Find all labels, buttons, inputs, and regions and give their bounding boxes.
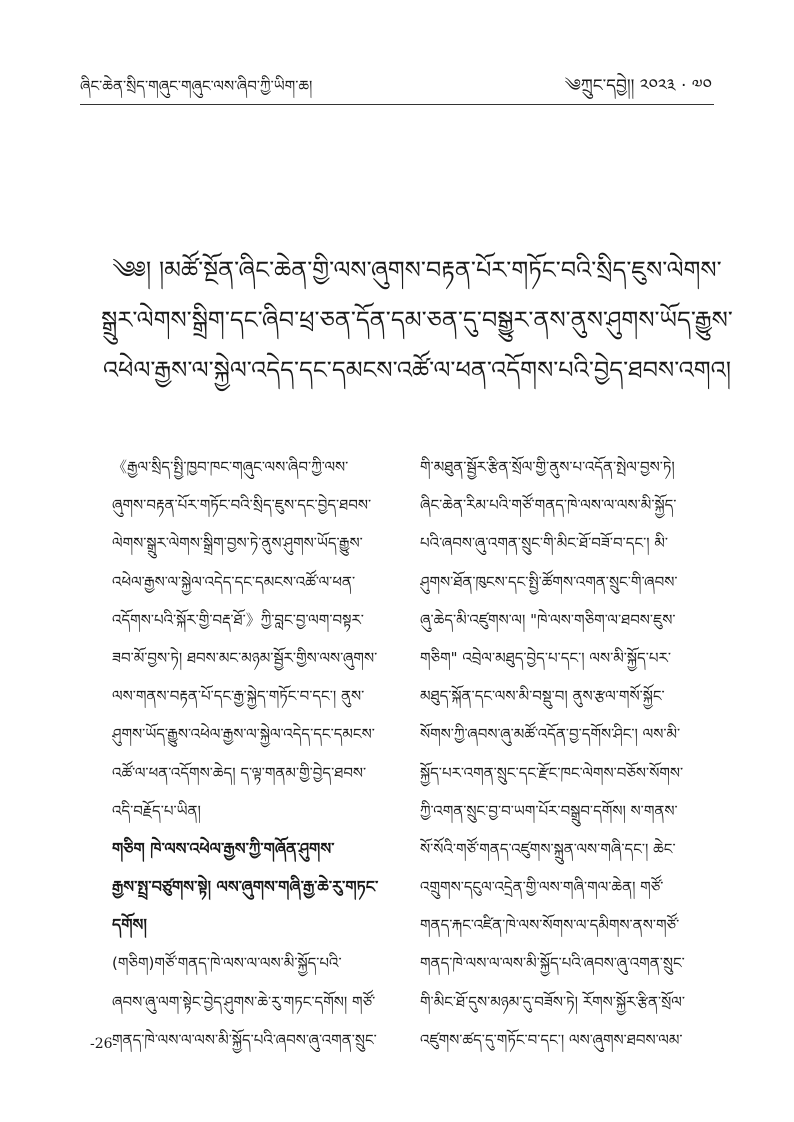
title-line: འཕེལ་རྒྱས་ལ་སྐྱེལ་འདེད་དང་དམངས་འཚོ་ལ་ཕན་འདོགས་པའི་བྱེད་ཐབས་འགའ། [102,356,732,384]
section-heading: དགོས། [112,915,147,935]
body-line: འཛུགས་ཚད་དུ་གཏོང་བ་དང་། ལས་ཞུགས་ཐབས་ལམ་ [420,1030,683,1049]
body-line: པའི་ཞབས་ཞུ་འགན་སྲུང་གི་མིང་ཐོ་བཟོ་བ་དང་། མི་ [420,534,669,553]
issue-number: ༄ཀྲུང་དབྱེ།། ༢༠༢༣ · ༧༠ [564,76,712,96]
body-line: ཞབས་ཞུ་ལག་སྟེང་བྱེད་ཤུགས་ཆེ་རུ་གཏང་དགོས། གཙོ་ [112,992,376,1011]
body-line: ཞིང་ཆེན་རིམ་པའི་གཙོ་གནད་ཁེ་ལས་ལ་ལས་མི་སྐྱོད་ [420,496,677,515]
title-line: སྒྲུར་ལེགས་སྒྲིག་དང་ཞིབ་ཕྲ་ཅན་དོན་དམ་ཅན་དུ་བསྒྱུར་ནས་ནུས་ཤུགས་ཡོད་རྒྱུས་ [101,306,733,334]
body-line: གནད་ཁེ་ལས་ལ་ལས་མི་སྐྱོད་པའི་ཞབས་ཞུ་འགན་སྲུང་ [420,954,685,973]
body-line: འཕེལ་རྒྱས་ལ་སྐྱེལ་འདེད་དང་དམངས་འཚོ་ལ་ཕན་ [112,572,356,591]
article-title [100,245,734,395]
section-heading: རྒྱས་སྤྲ་བཙུགས་སྟེ། ལས་ཞུགས་གཞི་རྒྱ་ཆེ་རུ་གཏང་ [112,877,379,897]
title-line: ༄༅། །མཚོ་སྔོན་ཞིང་ཆེན་གྱི་ལས་ཞུགས་བརྟན་པོར་གཏོང་བའི་སྲིད་ཇུས་ལེགས་ [112,256,722,284]
right-column [420,448,710,1059]
body-line: འགྲུགས་དངུལ་འདྲེན་གྱི་ལས་གཞི་གལ་ཆེན། གཙོ་ [420,878,664,897]
body-line: གནད་ཁེ་ལས་ལ་ལས་མི་སྐྱོད་པའི་ཞབས་ཞུ་འགན་སྲུང་ [112,1030,377,1049]
body-line: སོ་སོའི་གཙོ་གནད་འཛུགས་སྐྲུན་ལས་གཞི་དང་། ཆེང་ [420,839,676,858]
page-number: -26- [90,1036,118,1052]
journal-name: ཞིང་ཆེན་སྲིད་གཞུང་གཞུང་ལས་ཞིབ་ཀྱི་ཡིག་ཆ། [80,77,313,95]
body-line: སྐྱོད་པར་འགན་སྲུང་དང་རྫོང་ཁང་ལེགས་བཅོས་སོགས་ [420,763,684,782]
body-line: ཞུགས་བརྟན་པོར་གཏོང་བའི་སྲིད་ཇུས་དང་བྱེད་ཐབས་ [112,496,372,515]
body-line: ཞུ་ཆེད་མི་འཛུགས་ལ། "ཁེ་ལས་གཅིག་ལ་ཐབས་ཇུས་ [420,610,676,629]
body-line: འཚོ་ལ་ཕན་འདོགས་ཆེད། ད་ལྟ་གནམ་གྱི་བྱེད་ཐབས་ [112,763,367,782]
body-line: གཅིག" འབྲེལ་མཐུད་བྱེད་པ་དང་། ལས་མི་སྐྱོད་པར་ [420,648,671,667]
body-line: འདི་བརྗོད་པ་ཡིན། [112,801,201,820]
header-divider [80,104,714,105]
body-line: 《རྒྱལ་སྲིད་སྤྱི་ཁྱབ་ཁང་གཞུང་ལས་ཞིབ་ཀྱི་ལས་ [112,458,349,476]
body-line: ཤུགས་ཐོན་ཁུངས་དང་སྤྱི་ཚོགས་འགན་སྲུང་གི་ཞབས་ [420,572,678,591]
body-line: ལས་གནས་བརྟན་པོ་དང་རྒྱ་སྐྱེད་གཏོང་བ་དང་། ནུས་ [112,687,365,706]
body-line: གི་མཐུན་སྦྱོར་རྩིན་སྲོལ་གྱི་ནུས་པ་འདོན་སྤེལ་བྱས་ཏེ། [420,458,675,476]
left-column [112,448,402,1059]
body-line: ཀྱི་འགན་སྲུང་བྱ་བ་ཡག་པོར་བསྒྲུབ་དགོས། ས་གནས་ [420,801,678,820]
body-line: ལེགས་སྒྲུར་ལེགས་སྒྲིག་བྱས་ཏེ་ནུས་ཤུགས་ཡོད་རྒྱུས་ [112,534,363,553]
body-line: གི་མིང་ཐོ་དུས་མཉམ་དུ་བཟོས་ཏེ། རོགས་སྐྱོར་རྩིན་སྲོལ་ [420,992,686,1011]
body-line: འདོགས་པའི་སྐོར་གྱི་བརྡ་ཐོ་》ཀྱི་བླང་བྱ་ལག་བསྟར་ [112,610,364,629]
section-heading: གཅིག ཁེ་ལས་འཕེལ་རྒྱས་ཀྱི་གཞོན་ཤུགས་ [112,838,335,858]
body-line: ཤུགས་ཡོད་རྒྱུས་འཕེལ་རྒྱས་ལ་སྐྱེལ་འདེད་དང་དམངས་ [112,725,375,744]
body-line: མཐུད་སྐོན་དང་ལས་མི་བསྡུ་བ། ནུས་རྩལ་གསོ་སྐྱོང་ [420,687,665,706]
body-line: (གཅིག)གཙོ་གནད་ཁེ་ལས་ལ་ལས་མི་སྐྱོད་པའི་ [112,954,342,973]
body-line: སོགས་ཀྱི་ཞབས་ཞུ་མཚོ་འདོན་བྱ་དགོས་ཤིང་། ལས་མི་ [420,725,681,744]
body-line: ཟབ་མོ་བྱས་ཏེ། ཐབས་མང་མཉམ་སྦྱོར་གྱིས་ལས་ཞུགས་ [112,648,378,667]
body-line: གནད་རྐང་འཛིན་ཁེ་ལས་སོགས་ལ་དམིགས་ནས་གཙོ་ [420,916,680,935]
